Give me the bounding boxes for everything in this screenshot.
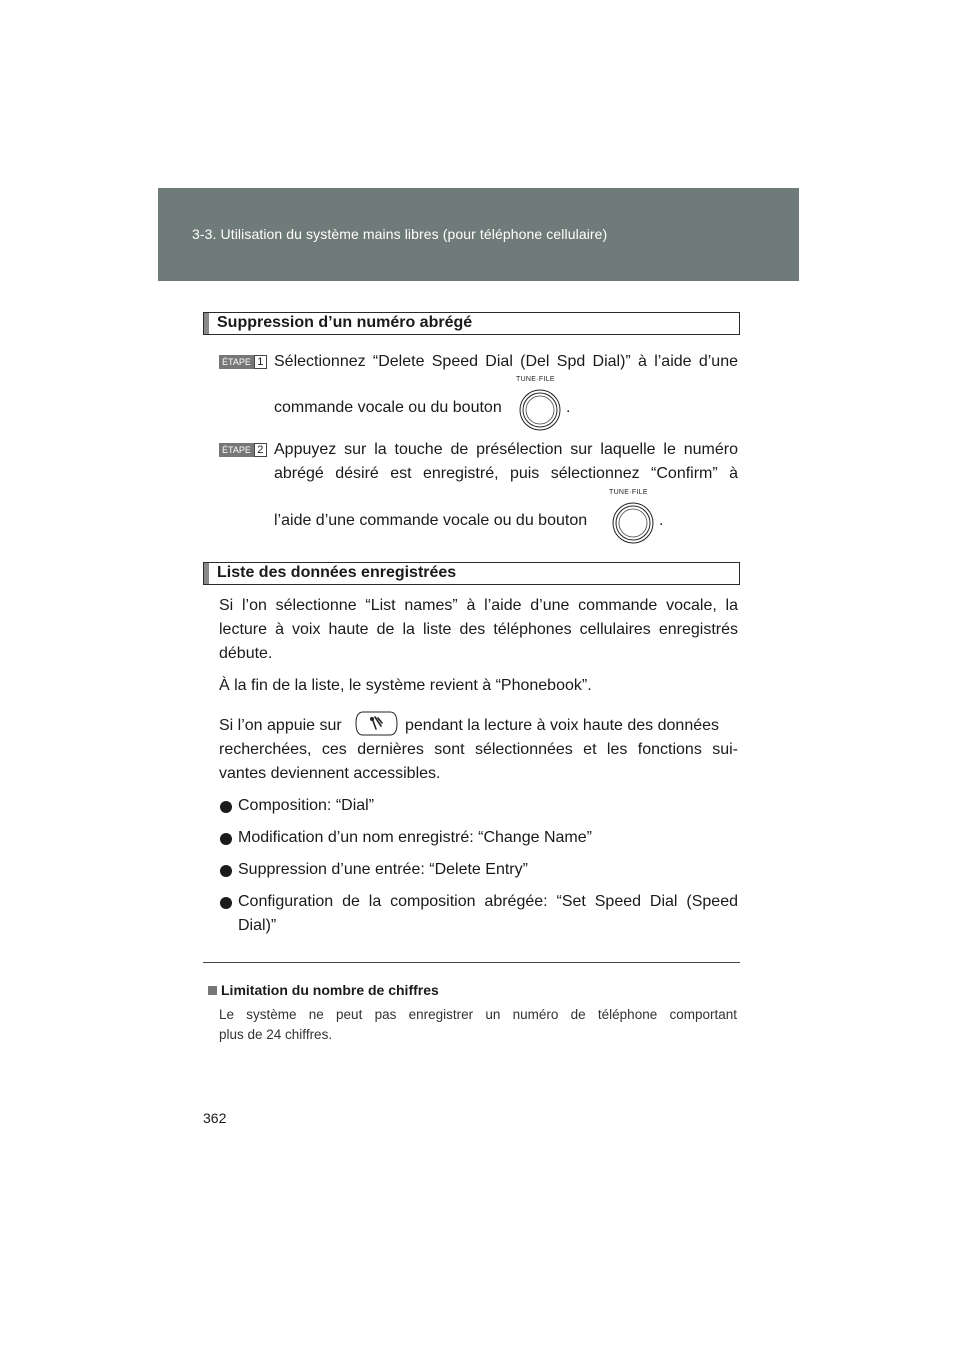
note-line-1: Le système ne peut pas enregistrer un numéro de téléphone comportant (219, 1007, 737, 1022)
step-2-line-1: Appuyez sur la touche de présélection sur laquelle le numéro (274, 441, 738, 458)
bullet-item-change-name: Modification d’un nom enregistré: “Change Name” (238, 829, 592, 846)
para-1-line-1: Si l’on sélectionne “List names” à l’aide d’une commande vocale, la (219, 597, 738, 614)
step-label: ÉTAPE (219, 443, 254, 457)
bullet-icon (220, 897, 232, 909)
section-title-text: Suppression d’un numéro abrégé (217, 314, 473, 331)
para-3-start: Si l’on appuie sur (219, 717, 342, 734)
bullet-icon (220, 865, 232, 877)
note-divider (203, 962, 740, 963)
step-2-line-3: l’aide d’une commande vocale ou du bouton (274, 512, 588, 529)
talk-switch-icon (355, 711, 398, 736)
knob-label: TUNE·FILE (516, 376, 555, 383)
page-number: 362 (203, 1110, 227, 1126)
step-1-line-2: commande vocale ou du bouton (274, 399, 502, 416)
tune-file-knob-icon (516, 376, 561, 431)
section-title-bar (204, 313, 209, 334)
para-3-line-3: vantes deviennent accessibles. (219, 765, 441, 782)
note-line-2: plus de 24 chiffres. (219, 1027, 333, 1042)
para-3-end: pendant la lecture à voix haute des données (405, 717, 720, 734)
bullet-item-speed-dial-line-2: Dial)” (238, 917, 277, 934)
chapter-header (158, 188, 799, 281)
step-2-badge (219, 443, 267, 457)
step-number: 2 (254, 443, 267, 457)
step-1-badge (219, 355, 267, 369)
note-title-text: Limitation du nombre de chiffres (221, 982, 439, 998)
bullet-icon (220, 801, 232, 813)
note-square-icon (208, 986, 217, 995)
section-title-delete-speed-dial (203, 312, 740, 335)
chapter-breadcrumb: 3-3. Utilisation du système mains libres (pour téléphone cellulaire) (192, 226, 608, 242)
para-2: À la fin de la liste, le système revient à “Phonebook”. (219, 677, 592, 694)
step-number: 1 (254, 355, 267, 369)
step-1-period: . (566, 399, 571, 416)
section-title-text: Liste des données enregistrées (217, 564, 457, 581)
section-title-bar (204, 563, 209, 584)
step-1-line-1: Sélectionnez “Delete Speed Dial (Del Spd Dial)” à l’aide d’une (274, 353, 738, 370)
bullet-item-delete-entry: Suppression d’une entrée: “Delete Entry” (238, 861, 528, 878)
section-title-registered-data-list (203, 562, 740, 585)
para-3-line-2: recherchées, ces dernières sont sélectionnées et les fonctions sui- (219, 741, 738, 758)
bullet-item-speed-dial-line-1: Configuration de la composition abrégée: “Set Speed Dial (Speed (238, 893, 738, 910)
step-label: ÉTAPE (219, 355, 254, 369)
step-2-line-2: abrégé désiré est enregistré, puis sélectionnez “Confirm” à (274, 465, 738, 482)
bullet-item-dial: Composition: “Dial” (238, 797, 375, 814)
para-1-line-2: lecture à voix haute de la liste des téléphones cellulaires enregistrés (219, 621, 738, 638)
note-title (208, 982, 439, 998)
knob-label: TUNE·FILE (609, 489, 648, 496)
para-1-line-3: débute. (219, 645, 273, 662)
step-2-period: . (659, 512, 664, 529)
tune-file-knob-icon (609, 489, 654, 544)
bullet-icon (220, 833, 232, 845)
